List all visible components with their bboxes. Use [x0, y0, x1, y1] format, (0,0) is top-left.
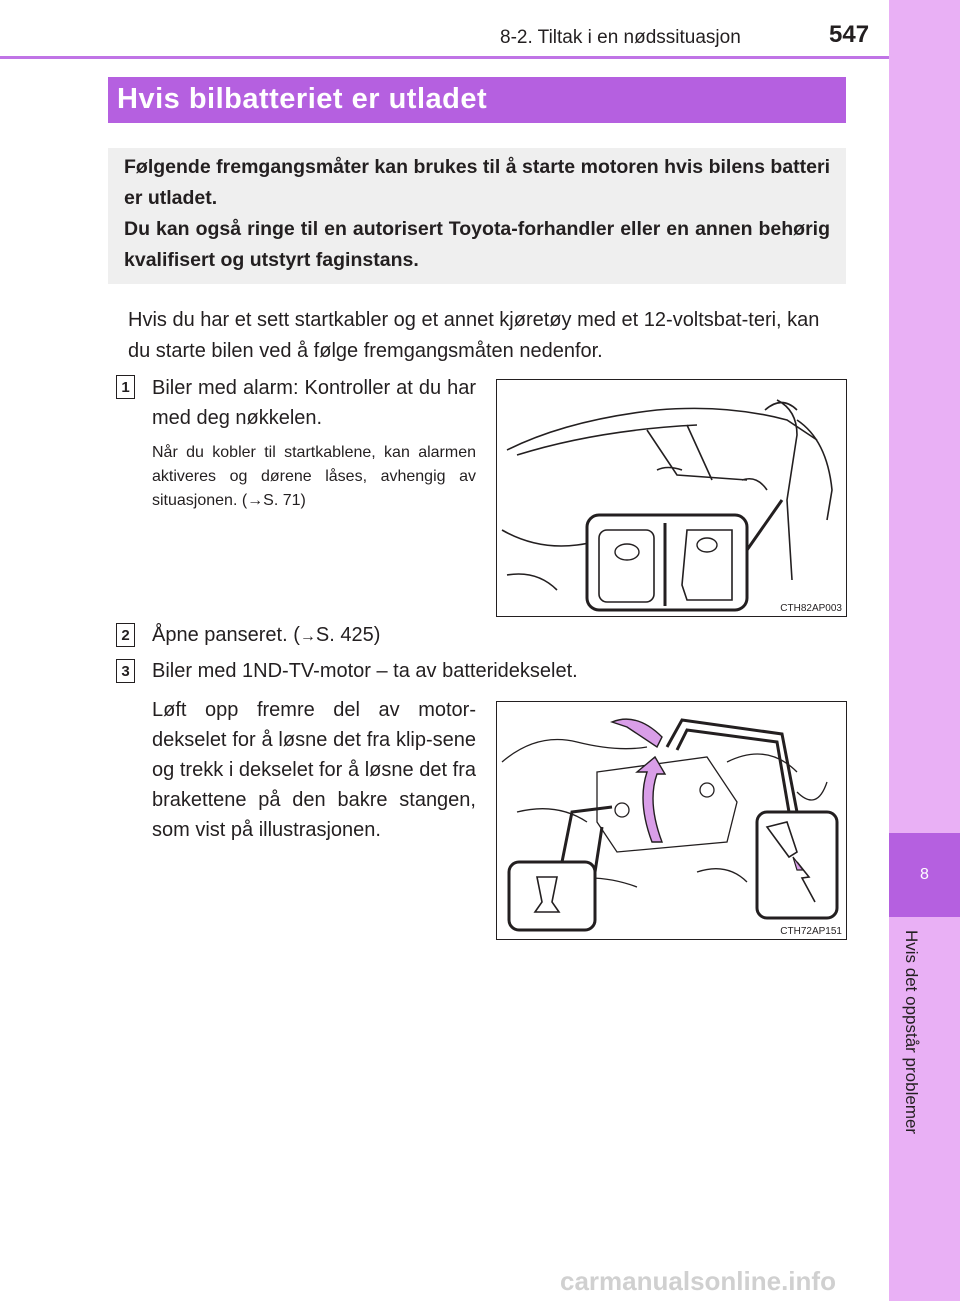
section-header: 8-2. Tiltak i en nødssituasjon — [500, 27, 741, 48]
page-number: 547 — [829, 21, 870, 48]
step-number-1: 1 — [116, 375, 135, 399]
step-3-text: Biler med 1ND-TV-motor – ta av batteridekselet. — [152, 660, 578, 682]
figure-car-key — [496, 379, 847, 617]
chapter-number-tab[interactable] — [889, 833, 960, 917]
step-number-2: 2 — [116, 623, 135, 647]
step-2-text-main: Åpne panseret. ( — [152, 624, 300, 646]
intro-text — [124, 152, 830, 276]
step-2-ref[interactable]: S. 425) — [315, 624, 381, 646]
intro-line-2: Du kan også ringe til en autorisert Toyota-forhandler eller en annen behørig kvalifisert og utstyrt faginstans. — [124, 218, 830, 271]
car-and-key-illustration — [497, 380, 846, 616]
reference-arrow-icon: → — [299, 628, 316, 645]
figure-3-code: CTH72AP151 — [780, 926, 842, 937]
figure-1-code: CTH82AP003 — [780, 603, 842, 614]
header-rule — [0, 56, 889, 59]
step-number-3: 3 — [116, 659, 135, 683]
step-1-note-ref[interactable]: S. 71) — [263, 492, 306, 509]
intro-line-1: Følgende fremgangsmåter kan brukes til å starte motoren hvis bilens batteri er utladet. — [124, 156, 830, 209]
engine-cover-illustration — [497, 702, 846, 939]
step-1-text: Biler med alarm: Kontroller at du har med deg nøkkelen. — [152, 377, 476, 429]
figure-engine-cover — [496, 701, 847, 940]
step-1-note — [152, 441, 476, 513]
chapter-title-vertical: Hvis det oppstår problemer — [902, 930, 921, 1135]
reference-arrow-icon: → — [247, 492, 264, 509]
watermark: carmanualsonline.info — [560, 1266, 836, 1296]
step-1-note-text: Når du kobler til startkablene, kan alarmen aktiveres og dørene låses, avhengig av situasjonen. ( — [152, 444, 476, 509]
step-3-detail: Løft opp fremre del av motor-dekselet for å løsne det fra klip-sene og trekk i dekselet for å løsne det fra brakettene på den bakre stangen, som vist på illustrasjonen. — [152, 699, 476, 841]
chapter-number: 8 — [920, 866, 929, 883]
page-title: Hvis bilbatteriet er utladet — [117, 83, 488, 115]
lead-paragraph: Hvis du har et sett startkabler og et annet kjøretøy med et 12-voltsbat-teri, kan du starte bilen ved å følge fremgangsmåten nedenfor. — [128, 309, 820, 362]
step-2-text — [152, 620, 482, 652]
